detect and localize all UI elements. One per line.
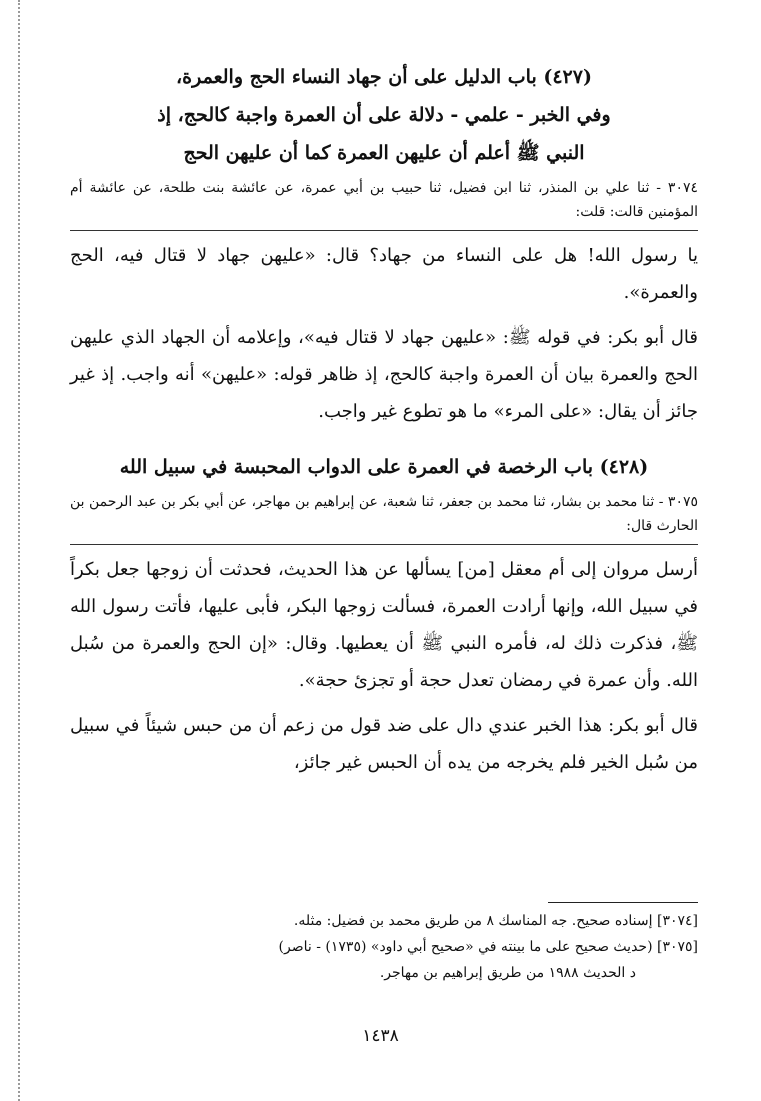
footnote-3075: [٣٠٧٥] (حديث صحيح على ما بينته في «صحيح أبي داود» (١٧٣٥) - ناصر) [278, 939, 698, 955]
hadith-3074-divider [70, 230, 698, 231]
footnotes [70, 908, 698, 986]
hadith-3075-divider [70, 544, 698, 545]
page-content [70, 58, 698, 781]
hadith-3075-matn: أرسل مروان إلى أم معقل [من] يسألها عن هذا الحديث، فحدثت أن زوجها جعل بكراً في سبيل الله، وإنها أرادت العمرة، فسألت زوجها البكر، فأبى عليها، فأتت رسول الله ﷺ، فذكرت ذلك له، فأمره النبي ﷺ أن يعطيها. وقال: «إن الحج والعمرة من سُبل الله. وأن عمرة في رمضان تعدل حجة أو تجزئ حجة». [70, 559, 698, 691]
page-number: ١٤٣٨ [362, 1026, 399, 1046]
hadith-3074-commentary: قال أبو بكر: في قوله ﷺ: «عليهن جهاد لا قتال فيه»، وإعلامه أن الجهاد الذي عليهن الحج والعمرة بيان أن العمرة واجبة كالحج، إذ ظاهر قوله: «عليهن» أنه واجب. إذ غير جائز أن يقال: «على المرء» ما هو تطوع غير واجب. [70, 327, 698, 422]
chapter-427 [70, 58, 698, 430]
footnote-3075-continuation: د الحديث ١٩٨٨ من طريق إبراهيم بن مهاجر. [379, 965, 636, 981]
chapter-427-title-line-1: (٤٢٧) باب الدليل على أن جهاد النساء الحج والعمرة، [176, 66, 592, 88]
hadith-3075-commentary: قال أبو بكر: هذا الخبر عندي دال على ضد قول من زعم أن من حبس شيئاً في سبيل من سُبل الخير فلم يخرجه من يده أن الحبس غير جائز، [70, 715, 698, 773]
chapter-428 [70, 448, 698, 781]
chapter-427-title-line-3: النبي ﷺ أعلم أن عليهن العمرة كما أن عليهن الحج [183, 142, 585, 164]
chapter-427-title-line-2: وفي الخبر - علمي - دلالة على أن العمرة واجبة كالحج، إذ [157, 104, 611, 126]
scan-edge-dotted-line [18, 0, 20, 1101]
hadith-3075-isnad: ٣٠٧٥ - ثنا محمد بن بشار، ثنا محمد بن جعفر، ثنا شعبة، عن إبراهيم بن مهاجر، عن أبي بكر بن عبد الرحمن بن الحارث قال: [70, 494, 698, 534]
hadith-3074-matn: يا رسول الله! هل على النساء من جهاد؟ قال: «عليهن جهاد لا قتال فيه، الحج والعمرة». [70, 245, 698, 303]
hadith-3074-isnad: ٣٠٧٤ - ثنا علي بن المنذر، ثنا ابن فضيل، ثنا حبيب بن أبي عمرة، عن عائشة بنت طلحة، عن عائشة أم المؤمنين قالت: قلت: [70, 180, 698, 220]
footnote-3074: [٣٠٧٤] إسناده صحيح. جه المناسك ٨ من طريق محمد بن فضيل: مثله. [293, 913, 698, 929]
footnote-separator [548, 902, 698, 903]
chapter-428-title: (٤٢٨) باب الرخصة في العمرة على الدواب المحبسة في سبيل الله [119, 456, 649, 478]
